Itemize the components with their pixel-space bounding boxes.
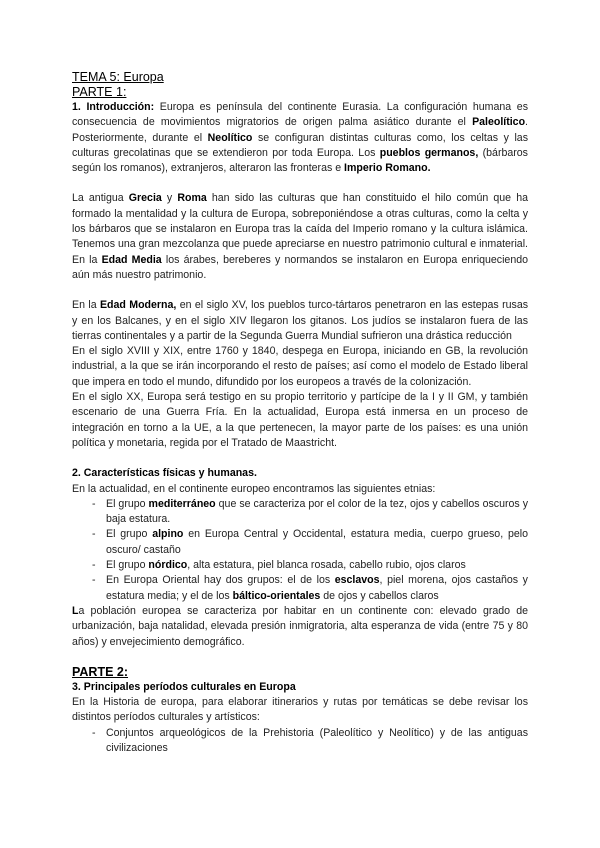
cultural-periods-list (72, 726, 528, 757)
section-2-intro: En la actualidad, en el continente europeo encontramos las siguientes etnias: (72, 482, 436, 495)
section-2-heading: 2. Características físicas y humanas. (72, 467, 257, 480)
list-item: - El grupo alpino en Europa Central y Occidental, estatura media, cuerpo grueso, pelo oscuro/ castaño (72, 527, 528, 558)
part-2-heading: PARTE 2: (72, 664, 129, 679)
paragraph-siglo-xx: En el siglo XX, Europa será testigo en su propio territorio y partícipe de la I y II GM, y también escenario de una Guerra Fría. En la actualidad, Europa está inmersa en un proceso de integración en torno a la UE, a la que pertenecen, la mayor parte de los países: es una unión política y monetaria, regida por el Tratado de Maastricht. (72, 391, 528, 449)
list-item: - En Europa Oriental hay dos grupos: el de los esclavos, piel morena, ojos castaños y estatura media; y el de los báltico-orientales de ojos y cabellos claros (72, 573, 528, 604)
list-item: - El grupo mediterráneo que se caracteriza por el color de la tez, ojos y cabellos oscuros y baja estatura. (72, 497, 528, 528)
paragraph-grecia-roma: La antigua Grecia y Roma han sido las culturas que han constituido el hilo común que ha formado la mentalidad y la cultura de Europa, sobreponiéndose a otras culturas, como la celta y los bárbaros que se instalaron en Europa tras la caída del Imperio romano y la cultura islámica. Tenemos una gran mezcolanza que puede apreciarse en nuestro patrimonio cultural e inmaterial. En la Edad Media los árabes, bereberes y normandos se instalaron en Europa enriqueciendo aún más nuestro patrimonio. (72, 192, 529, 281)
list-item: - El grupo nórdico, alta estatura, piel blanca rosada, cabello rubio, ojos claros (72, 558, 528, 573)
section-3-heading: 3. Principales períodos culturales en Europa (72, 680, 296, 693)
ethnic-groups-list (72, 497, 528, 604)
part-1-heading: PARTE 1: (72, 85, 127, 99)
section-1-paragraph: 1. Introducción: Europa es península del continente Eurasia. La configuración humana es consecuencia de movimientos migratorios de origen palma asiático durante el Paleolítico. Posteriormente, durante el Neolítico se configuran distintas culturas como, los celtas y las culturas grecolatinas que se extendieron por toda Europa. Los pueblos germanos, (bárbaros según los romanos), extranjeros, alteraron las fronteras e Imperio Romano. (72, 101, 528, 175)
section-1-heading: 1. Introducción: (72, 101, 155, 113)
paragraph-edad-moderna: En la Edad Moderna, en el siglo XV, los pueblos turco-tártaros penetraron en las estepas rusas y en los Balcanes, y en el siglo XIV llegaron los gitanos. Los judíos se instalaron fuera de las tierras continentales y a partir de la Segunda Guerra Mundial sufrieron una drástica reducción (72, 299, 529, 342)
paragraph-revolucion-industrial: En el siglo XVIII y XIX, entre 1760 y 1840, despega en Europa, iniciando en GB, la revolución industrial, a la que se irán incorporando el resto de países; así como el modelo de Estado liberal que impera en todo el mundo, difundido por los europeos a través de la colonización. (72, 345, 528, 388)
paragraph-poblacion: La población europea se caracteriza por habitar en un continente con: elevado grado de urbanización, baja natalidad, elevada presión inmigratoria, alta esperanza de vida (entre 75 y 80 años) y envejecimiento demográfico. (72, 604, 528, 648)
document-title: TEMA 5: Europa (72, 70, 164, 84)
section-3-intro: En la Historia de europa, para elaborar itinerarios y rutas por temáticas se debe revisar los distintos períodos culturales y artísticos: (72, 696, 528, 724)
list-item: - Conjuntos arqueológicos de la Prehistoria (Paleolítico y Neolítico) y de las antiguas civilizaciones (72, 726, 528, 757)
